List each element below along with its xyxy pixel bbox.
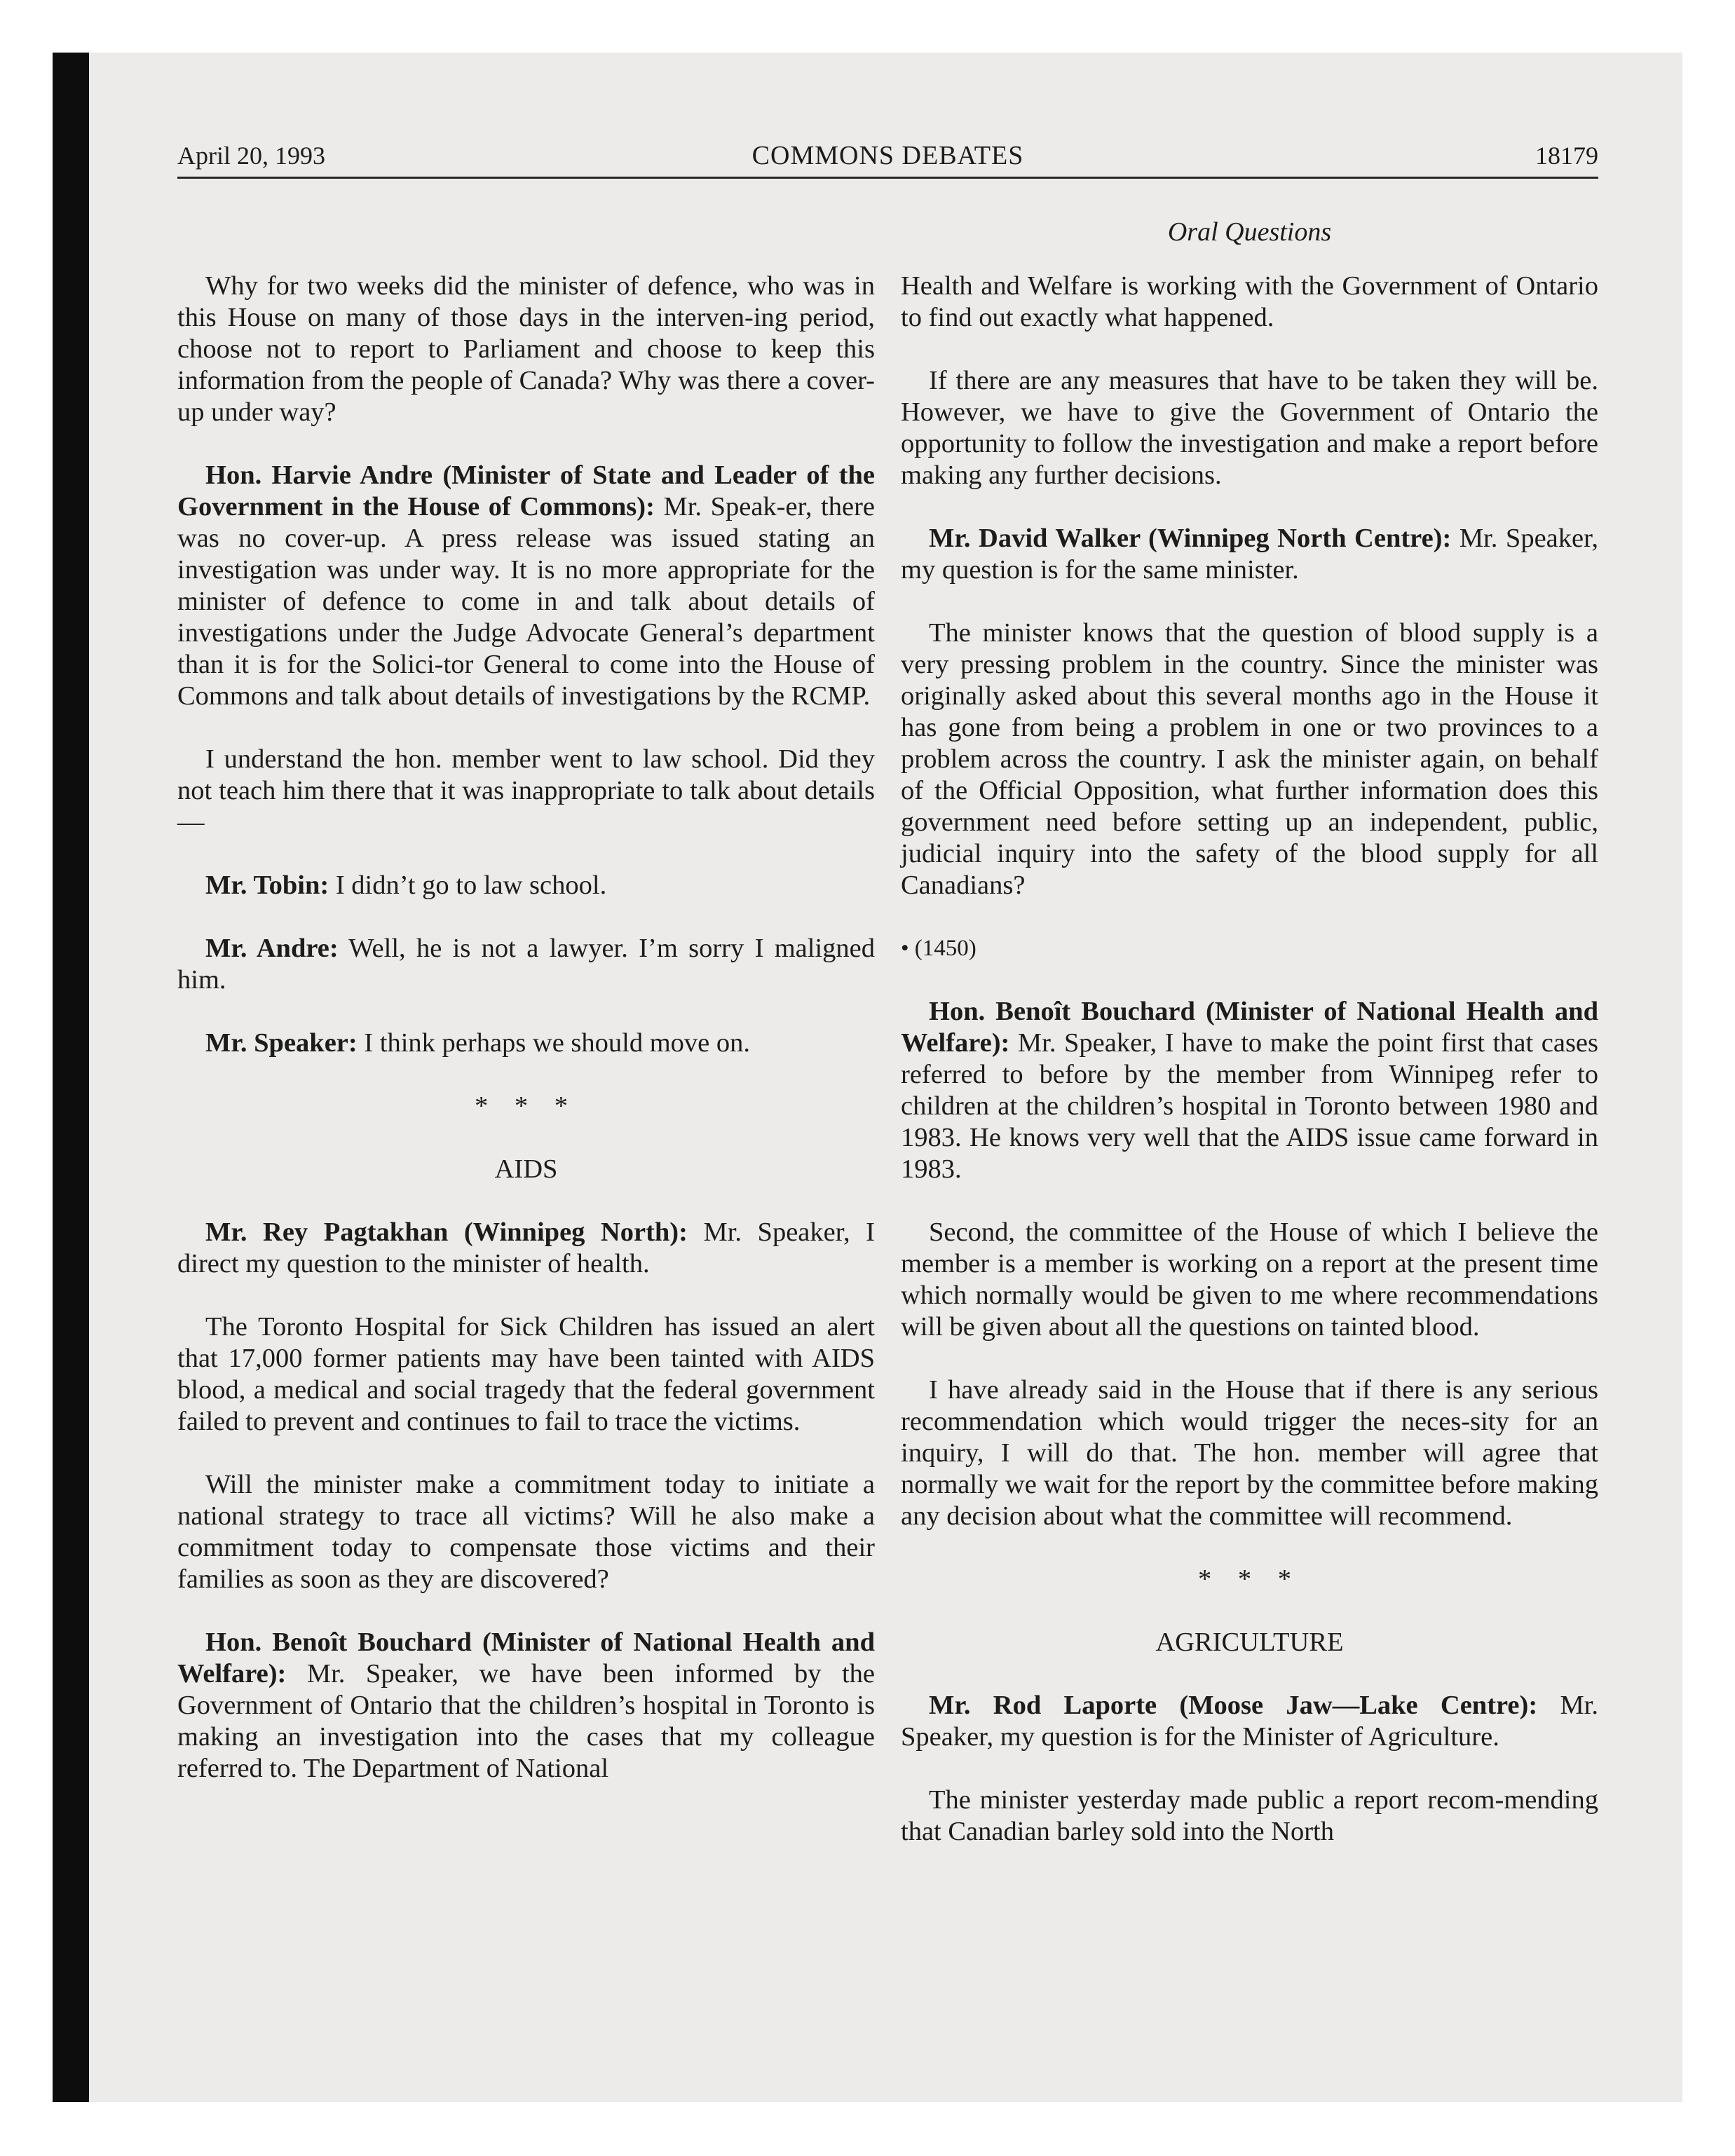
paragraph [901,996,1598,1185]
paragraph [901,523,1598,586]
speaker-name: Mr. Rey Pagtakhan (Winnipeg North): [205,1217,688,1247]
topic-heading: AIDS [494,1154,558,1184]
page-header [177,137,1598,174]
speech-text: I think perhaps we should move on. [357,1028,751,1058]
speech-text: Well, he is not a lawyer. I’m sorry I maligned him. [177,934,875,995]
speech-text: I didn’t go to law school. [329,871,607,900]
header-title: COMMONS DEBATES [751,141,1024,170]
section-heading: Oral Questions [1167,217,1332,247]
speaker-name: Mr. Tobin: [205,871,329,900]
paragraph: The minister yesterday made public a report recom-mending that Canadian barley sold into the North [901,1785,1598,1846]
speaker-name: Mr. Speaker: [205,1028,358,1058]
speech-text: Mr. Speaker, my question is for the same minister. [901,524,1598,585]
header-rule [177,177,1598,179]
paragraph: I have already said in the House that if there is any serious recommendation which would trigger the neces-sity for an inquiry, I will do that. The hon. member will agree that normally we wait for the report by the committee before making any decision about what the committee will recommend. [901,1375,1598,1531]
right-column [901,271,1598,1879]
speech-text: Mr. Speaker, we have been informed by the Government of Ontario that the children’s hospital in Toronto is making an investigation into the cases that my colleague referred to. The Department of National [177,1659,875,1783]
paragraph [901,1690,1598,1753]
speech-text: Mr. Speaker, I have to make the point first that cases referred to before by the member from Winnipeg refer to children at the children’s hospital in Toronto between 1980 and 1983. He knows very well that the AIDS issue came forward in 1983. [901,1028,1598,1184]
timestamp: • (1450) [901,936,977,961]
topic-heading: AGRICULTURE [1155,1628,1344,1657]
speaker-name: Hon. Harvie Andre (Minister of State and Leader of the Government in the House of Commons): [177,460,875,521]
paragraph: Why for two weeks did the minister of defence, who was in this House on many of those days in the interven-ing period, choose not to report to Parliament and choose to keep this information from the people of Canada? Why was there a cover-up under way? [177,271,875,427]
speech-text: Mr. Speak-er, there was no cover-up. A press release was issued stating an investigation was under way. It is no more appropriate for the minister of defence to come in and talk about details of investigations under the Judge Advocate General’s department than it is for the Solici-tor General to come into the House of Commons and talk about details of investigations by the RCMP. [177,492,875,711]
paragraph [177,1627,875,1785]
paragraph [177,460,875,712]
speaker-name: Mr. David Walker (Winnipeg North Centre): [929,524,1452,553]
speech-text: Mr. Speaker, I direct my question to the minister of health. [177,1217,875,1278]
paragraph: Second, the committee of the House of which I believe the member is a member is working on a report at the present time which normally would be given to me where recommendations will be given about all the questions on tainted blood. [901,1217,1598,1342]
speaker-name: Mr. Rod Laporte (Moose Jaw—Lake Centre): [929,1691,1538,1720]
paragraph: If there are any measures that have to be taken they will be. However, we have to give the Government of Ontario the opportunity to follow the investigation and make a report before making any further decisions. [901,366,1598,490]
speech-text: Mr. Speaker, my question is for the Minister of Agriculture. [901,1691,1599,1752]
paragraph: The Toronto Hospital for Sick Children has issued an alert that 17,000 former patients may have been tainted with AIDS blood, a medical and social tragedy that the federal government failed to prevent and continues to fail to trace the victims. [177,1312,875,1436]
paragraph [177,1028,875,1059]
paragraph: The minister knows that the question of blood supply is a very pressing problem in the country. Since the minister was originally asked about this several months ago in the House it has gone from being a problem in one or two provinces to a problem across the country. I ask the minister again, on behalf of the Official Opposition, what further information does this government need before setting up an independent, public, judicial inquiry into the safety of the blood supply for all Canadians? [901,618,1598,900]
paragraph [177,1217,875,1280]
paragraph [177,933,875,996]
paragraph: Health and Welfare is working with the Government of Ontario to find out exactly what happened. [901,271,1598,332]
left-column [177,271,875,1816]
header-date: April 20, 1993 [177,142,325,170]
section-separator: * * * [1198,1564,1301,1594]
paragraph [177,870,875,901]
section-separator: * * * [475,1091,578,1121]
speaker-name: Hon. Benoît Bouchard (Minister of National Health and Welfare): [901,997,1598,1058]
paragraph: I understand the hon. member went to law school. Did they not teach him there that it was inappropriate to talk about details— [177,744,875,837]
speaker-name: Hon. Benoît Bouchard (Minister of National Health and Welfare): [177,1628,875,1688]
scan-border-edge [53,53,89,2102]
speaker-name: Mr. Andre: [205,934,339,963]
paragraph: Will the minister make a commitment today to initiate a national strategy to trace all victims? Will he also make a commitment today to compensate those victims and their families as soon as they are discovered? [177,1470,875,1594]
header-page-number: 18179 [1535,142,1598,170]
